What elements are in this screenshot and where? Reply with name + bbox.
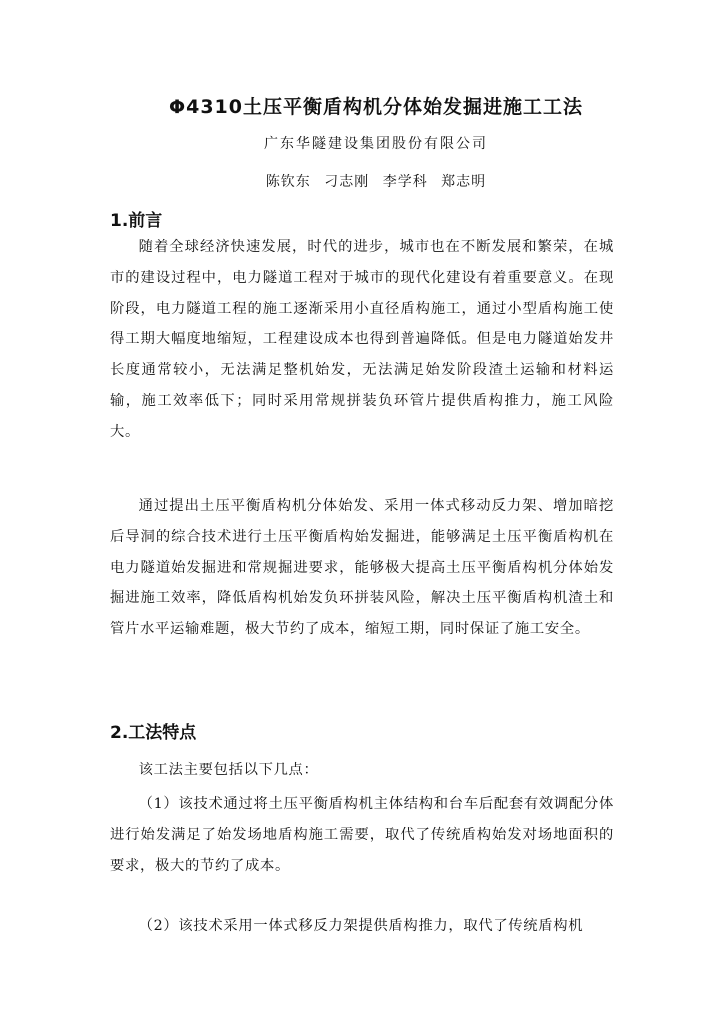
paragraph: 该工法主要包括以下几点： [138,762,319,778]
author-name: 郑志明 [441,174,487,190]
author-name: 刁志刚 [324,174,370,190]
section-heading-preface: 1.前言 [110,211,163,231]
organization-name: 广东华隧建设集团股份有限公司 [264,136,488,152]
author-list [0,171,724,191]
document-title: Φ4310土压平衡盾构机分体始发掘进施工工法 [168,96,584,118]
paragraph: 通过提出土压平衡盾构机分体始发、采用一体式移动反力架、增加暗挖后导洞的综合技术进行土压平衡盾构始发掘进，能够满足土压平衡盾构机在电力隧道始发掘进和常规掘进要求，能够极大提高土压平衡盾构机分体始发掘进施工效率，降低盾构机始发负环拼装风险，解决土压平衡盾构机渣土和管片水平运输难题，极大节约了成本，缩短工期，同时保证了施工安全。 [110,498,614,638]
section-heading-features: 2.工法特点 [110,723,197,743]
author-name: 陈钦东 [265,174,311,190]
paragraph: （1）该技术通过将土压平衡盾构机主体结构和台车后配套有效调配分体进行始发满足了始发场地盾构施工需要，取代了传统盾构始发对场地面积的要求，极大的节约了成本。 [110,796,614,874]
paragraph: （2）该技术采用一体式移反力架提供盾构推力，取代了传统盾构机 [138,918,584,934]
paragraph: 随着全球经济快速发展，时代的进步，城市也在不断发展和繁荣，在城市的建设过程中，电力隧道工程对于城市的现代化建设有着重要意义。在现阶段，电力隧道工程的施工逐渐采用小直径盾构施工，通过小型盾构施工使得工期大幅度地缩短，工程建设成本也得到普遍降低。但是电力隧道始发井长度通常较小，无法满足整机始发，无法满足始发阶段渣土运输和材料运输，施工效率低下；同时采用常规拼装负环管片提供盾构推力，施工风险大。 [110,239,614,440]
author-name: 李学科 [382,174,428,190]
